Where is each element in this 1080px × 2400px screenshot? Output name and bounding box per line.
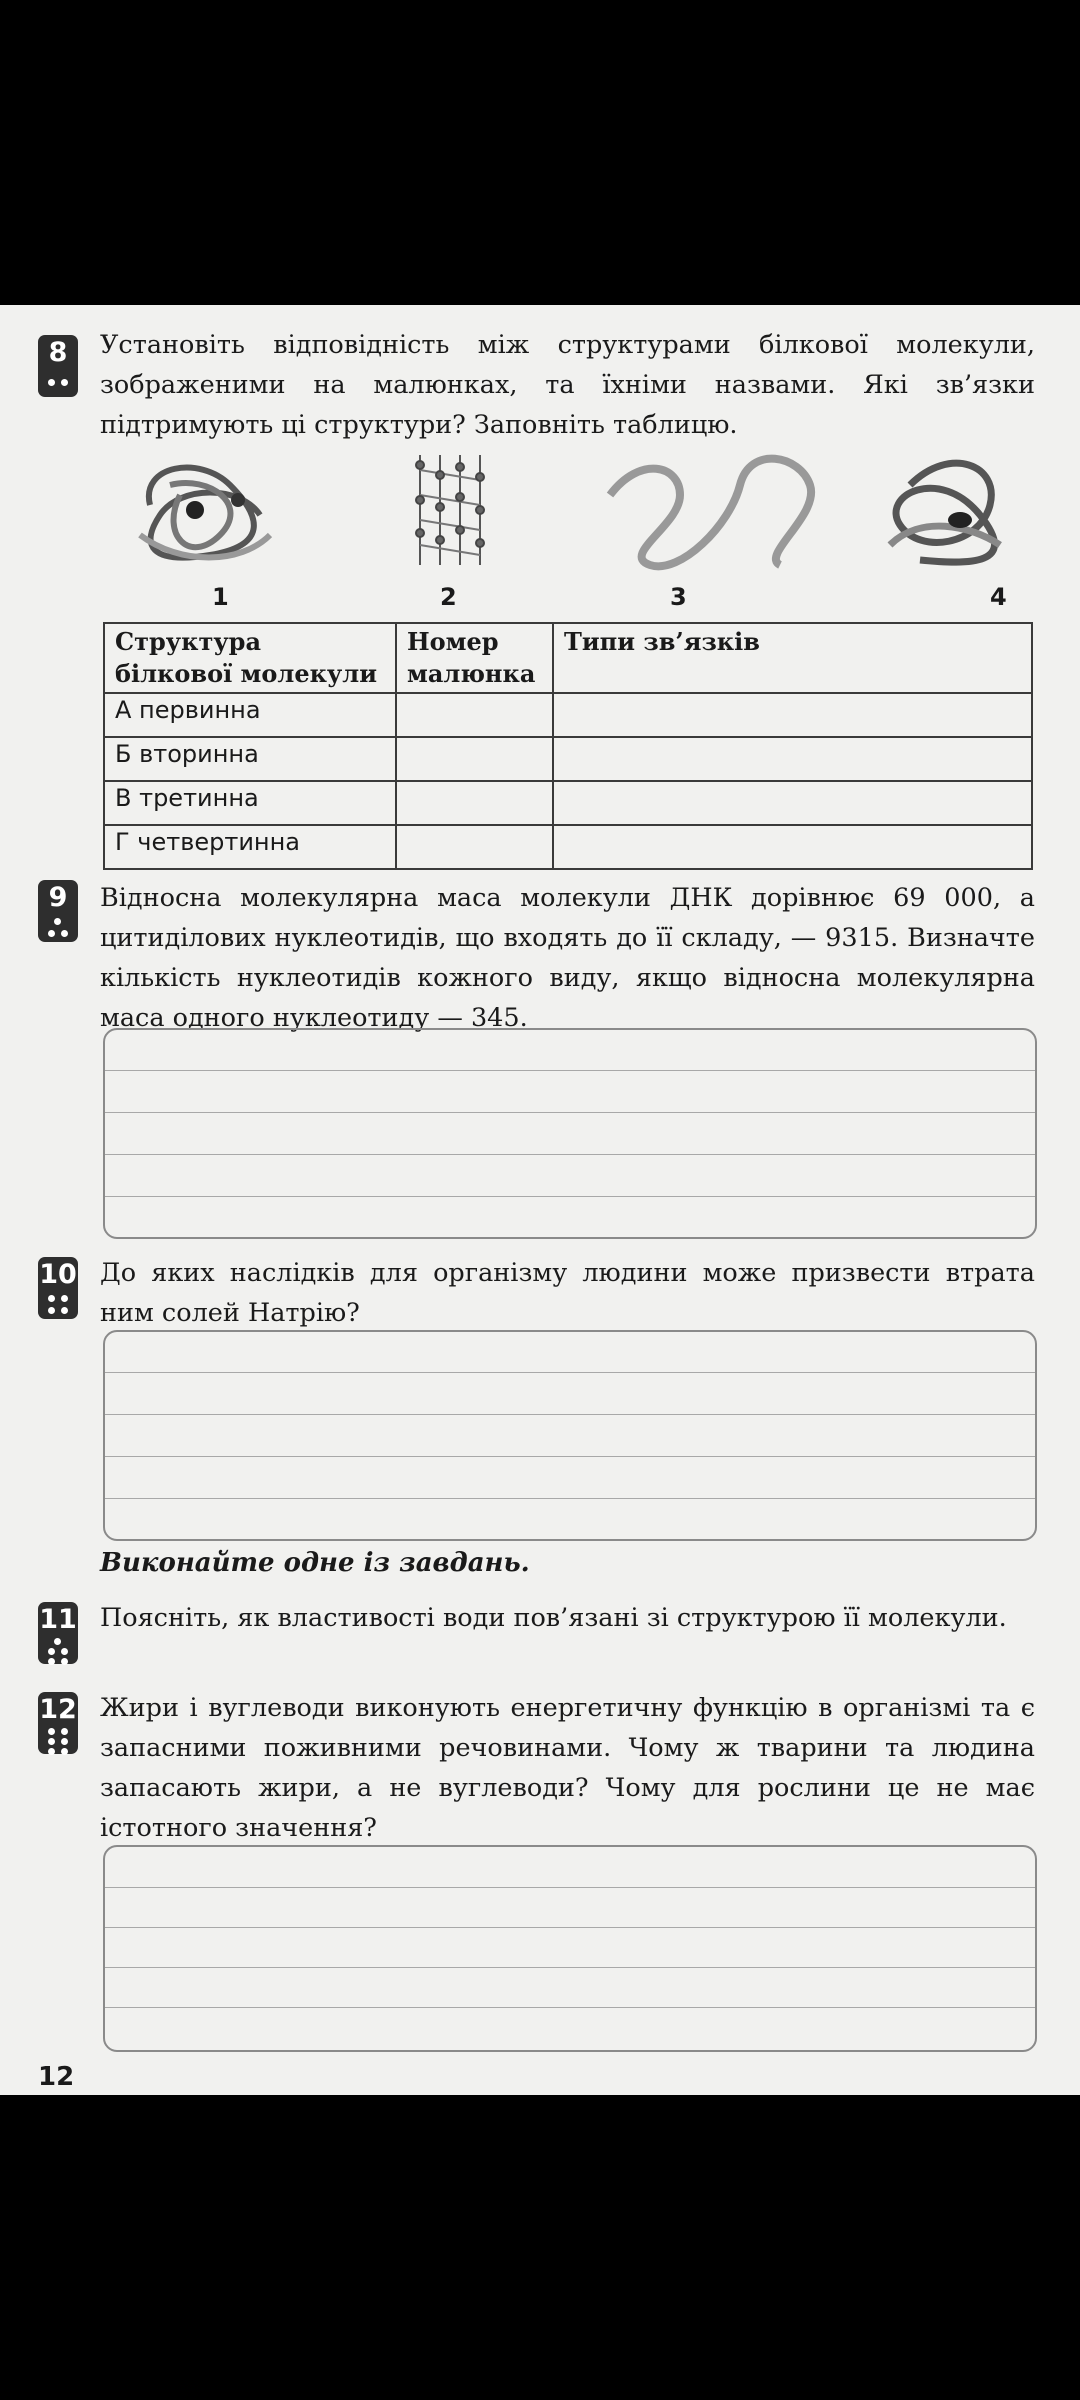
difficulty-dots-icon	[38, 1291, 78, 1319]
table-row	[104, 825, 1032, 869]
choose-one-note: Виконайте одне із завдань.	[100, 1548, 530, 1578]
task-8-badge	[38, 335, 78, 397]
table-row	[104, 693, 1032, 737]
difficulty-dots-icon	[38, 1726, 78, 1754]
row-label: Г четвертинна	[104, 825, 396, 869]
table-header-structure: Структура білкової молекули	[104, 623, 396, 693]
bond-types-cell[interactable]	[553, 825, 1032, 869]
bond-types-cell[interactable]	[553, 781, 1032, 825]
task-number: 8	[48, 337, 68, 368]
task-11-badge	[38, 1602, 78, 1664]
bond-types-cell[interactable]	[553, 693, 1032, 737]
page-number: 12	[38, 2062, 75, 2092]
table-row	[104, 737, 1032, 781]
task-10-answer-area[interactable]	[103, 1330, 1037, 1541]
difficulty-dots-icon	[38, 1636, 78, 1664]
figure-label-3: 3	[670, 583, 687, 611]
figure-1-icon	[140, 468, 270, 558]
task-9-badge	[38, 880, 78, 942]
row-label: А первинна	[104, 693, 396, 737]
figure-label-1: 1	[212, 583, 229, 611]
task-12-text: Жири і вуглеводи виконують енергетичну функцію в організмі та є запасними поживними речовинами. Чому ж тварини та людина запасають жири, а не вуглеводи? Чому для рослини це не має істотного значення?	[100, 1693, 1035, 1843]
table-header-figure-number: Номер малюнка	[396, 623, 553, 693]
protein-structure-table	[103, 622, 1033, 870]
figure-3-icon	[610, 459, 811, 567]
table-header-row	[104, 623, 1032, 693]
task-8-text: Установіть відповідність між структурами білкової молекули, зображеними на малюнках, та їхніми назвами. Які зв’язки підтримують ці структури? Заповніть таблицю.	[100, 330, 1035, 440]
table-row	[104, 781, 1032, 825]
figure-number-cell[interactable]	[396, 737, 553, 781]
difficulty-dots-icon	[38, 369, 78, 397]
figure-number-cell[interactable]	[396, 781, 553, 825]
figure-number-cell[interactable]	[396, 825, 553, 869]
bond-types-cell[interactable]	[553, 737, 1032, 781]
task-11-text: Поясніть, як властивості води пов’язані зі структурою її молекули.	[100, 1603, 1007, 1633]
task-number: 9	[48, 882, 68, 913]
task-12-answer-area[interactable]	[103, 1845, 1037, 2052]
row-label: Б вторинна	[104, 737, 396, 781]
figure-label-4: 4	[990, 583, 1007, 611]
figure-label-2: 2	[440, 583, 457, 611]
protein-structure-figures	[120, 445, 1020, 575]
task-12-badge	[38, 1692, 78, 1754]
workbook-page	[0, 305, 1080, 2095]
table-header-bond-types: Типи зв’язків	[553, 623, 1032, 693]
task-9-text: Відносна молекулярна маса молекули ДНК дорівнює 69 000, а цитиділових нуклеотидів, що входять до її складу, — 9315. Визначте кількість нуклеотидів кожного виду, якщо відносна молекулярна маса одного нуклеотиду — 345.	[100, 883, 1035, 1033]
task-9-answer-area[interactable]	[103, 1028, 1037, 1239]
task-number: 10	[39, 1259, 77, 1290]
task-number: 11	[39, 1604, 77, 1635]
figure-number-cell[interactable]	[396, 693, 553, 737]
figure-4-icon	[890, 463, 1000, 562]
task-10-text: До яких наслідків для організму людини може призвести втрата ним солей Натрію?	[100, 1258, 1035, 1328]
task-10-badge	[38, 1257, 78, 1319]
task-number: 12	[39, 1694, 77, 1725]
figure-2-icon	[416, 455, 484, 565]
row-label: В третинна	[104, 781, 396, 825]
difficulty-dots-icon	[38, 914, 78, 942]
